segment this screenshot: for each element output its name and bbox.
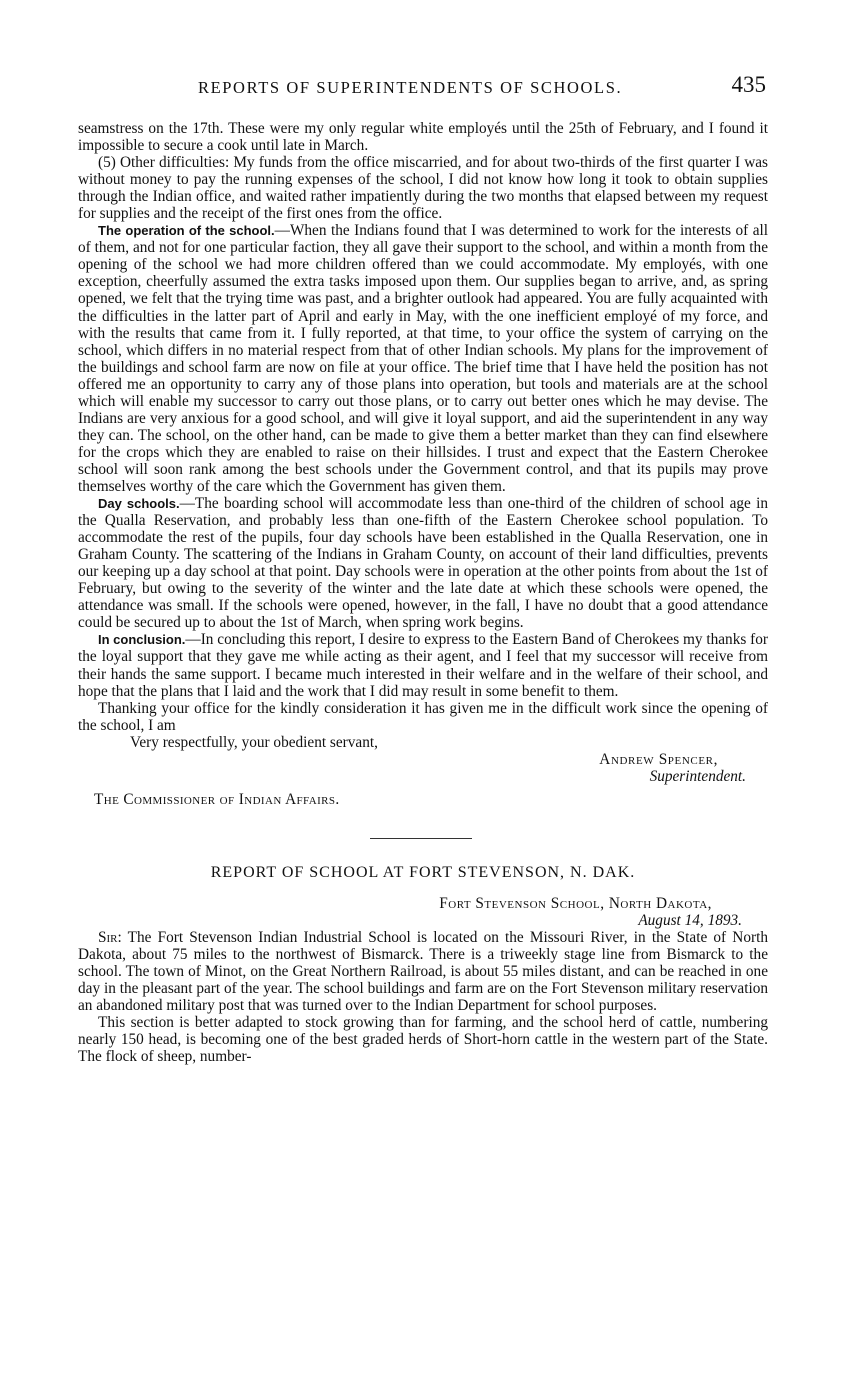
day-schools-text: —The boarding school will accommodate less than one-third of the children of school age in the Qualla Reservation, and probably less than one-fifth of the Eastern Cherokee school population. To accommodate the rest of the pupils, four day schools have been established in the Qualla Reservation, one in Graham County. The scattering of the Indians in Graham County, on account of their land difficulties, prevents our keeping up a day school at that point. Day schools were in operation at the other points from about the 1st of February, but owing to the severity of the winter and the late date at which these schools were opened, the attendance was small. If the schools were opened, however, in the fall, I have no doubt that a good attendance could be secured up to about the 1st of March, when spring work begins. [78,495,768,632]
conclusion-heading: In conclusion. [98,632,186,648]
paragraph-location [78,929,768,1014]
location-text: The Fort Stevenson Indian Industrial School is located on the Missouri River, in the State of North Dakota, about 75 miles to the northwest of Bismarck. There is a triweekly stage line from Bismarck to the school. The town of Minot, on the Great Northern Railroad, is about 55 miles distant, and can be reached in one day in the pleasant part of the year. The school buildings and farm are on the Fort Stevenson military reservation an abandoned military post that was turned over to the Indian Department for school purposes. [78,929,768,1015]
report-heading: REPORT OF SCHOOL AT FORT STEVENSON, N. DAK. [210,863,636,881]
dateline-place: Fort Stevenson School, North Dakota, [439,894,712,912]
paragraph-thanks: Thanking your office for the kindly consideration it has given me in the difficult work since the opening of the school, I am [78,699,768,734]
signature-title: Superintendent. [649,767,746,785]
salutation: Sir: [98,929,122,947]
signature-title-line [78,768,768,785]
dateline-date-line [78,912,768,929]
section-divider [78,808,768,864]
divider-rule [370,838,472,839]
conclusion-text: —In concluding this report, I desire to express to the Eastern Band of Cherokees my thanks for the loyal support that they gave me while acting as their agent, and I feel that my successor will receive from their hands the same support. I became much interested in their welfare and in the welfare of their school, and hope that the plans that I laid and the work that I did may result in some benefit to them. [78,631,768,700]
paragraph-conclusion [78,631,768,699]
closing-line: Very respectfully, your obedient servant, [130,733,378,751]
running-title: REPORTS OF SUPERINTENDENTS OF SCHOOLS. [198,78,623,97]
paragraph-continuation: seamstress on the 17th. These were my only regular white employés until the 25th of February, and I found it impossible to secure a cook until late in March. [78,120,768,155]
signature-name-line [78,751,768,768]
dateline-place-line [78,895,768,912]
day-schools-heading: Day schools. [98,496,180,512]
paragraph-operation-of-school [78,222,768,495]
signature-name: Andrew Spencer, [599,750,718,768]
operation-text: —When the Indians found that I was determined to work for the interests of all of them, and not for one particular faction, they all gave their support to the school, and within a month from the opening of the school we had more children offered than we could accommodate. My employés, with one exception, cheerfully assumed the extra tasks imposed upon them. Our supplies began to arrive, and, as spring opened, we felt that the trying time was past, and a brighter outlook had appeared. You are fully acquainted with the difficulties in the latter part of April and early in May, with the one inefficient employé of my force, and with the results that came from it. I fully reported, at that time, to your office the system of carrying on the school, which differs in no material respect from that of other Indian schools. My plans for the improvement of the buildings and school farm are now on file at your office. The brief time that I have held the position has not offered me an opportunity to carry any of those plans into operation, but tools and materials are at the school which will enable my successor to carry out those plans, or to carry out better ones which he may devise. The Indians are very anxious for a good school, and will give it loyal support, and aid the superintendent in any way they can. The school, on the other hand, can be made to give them a better market than they can find elsewhere for the crops which they are enabled to raise on their hillsides. I trust and expect that the Eastern Cherokee school will soon rank among the best schools under the Government control, and that its pupils may prove themselves worthy of the care which the Government has given them. [78,222,768,495]
document-body [78,120,768,1065]
dateline-date: August 14, 1893. [638,911,742,929]
paragraph-day-schools [78,495,768,631]
page-number: 435 [731,72,766,97]
running-header [78,72,768,102]
operation-heading: The operation of the school. [98,223,275,239]
paragraph-other-difficulties: (5) Other difficulties: My funds from the office miscarried, and for about two-thirds of the first quarter I was without money to pay the running expenses of the school, I did not know how long it took to obtain supplies through the Indian office, and waited rather impatiently during the two months that elapsed between my request for supplies and the receipt of the first ones from the office. [78,154,768,223]
addressee: The Commissioner of Indian Affairs. [94,790,340,808]
paragraph-stock-growing: This section is better adapted to stock growing than for farming, and the school herd of cattle, numbering nearly 150 head, is becoming one of the best graded herds of Short-horn cattle in the western part of the State. The flock of sheep, number- [78,1014,768,1066]
